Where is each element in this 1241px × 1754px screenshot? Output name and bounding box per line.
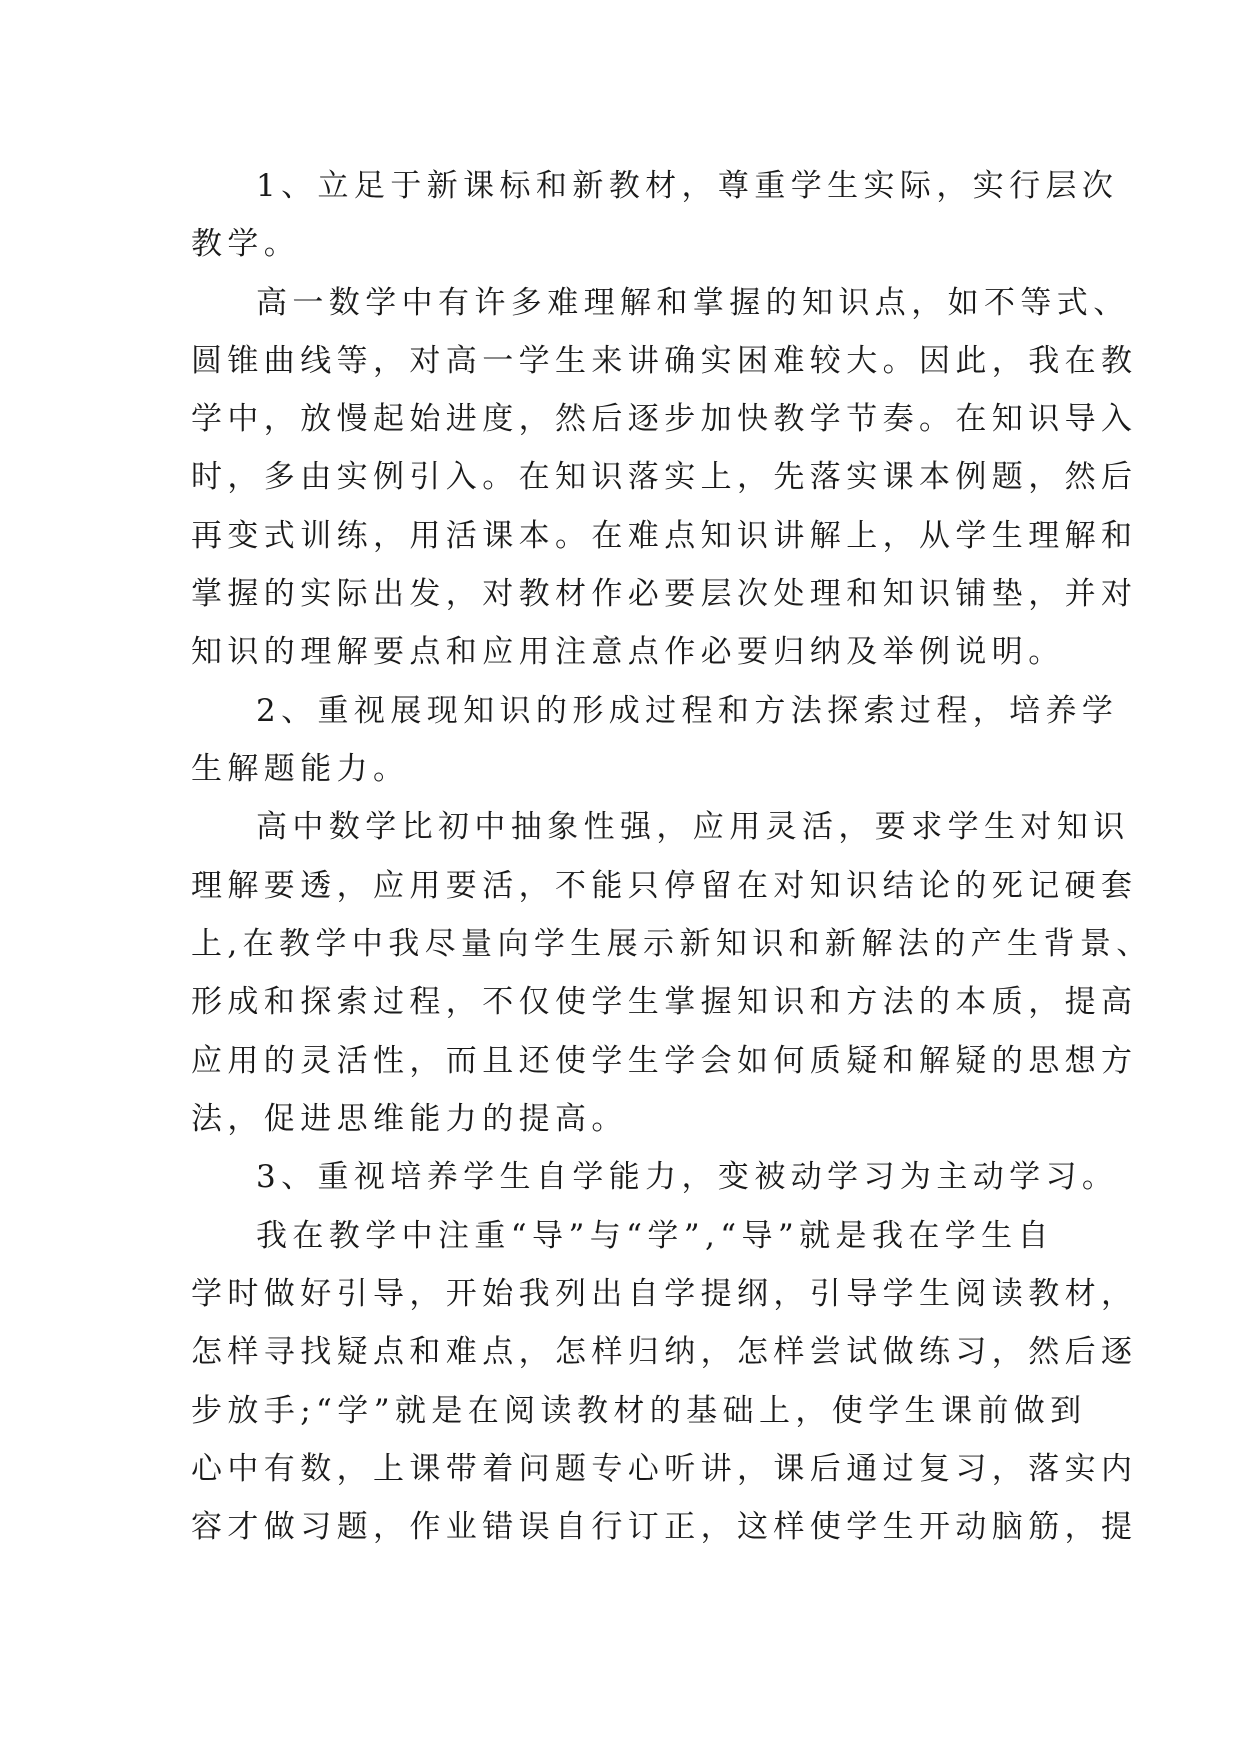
text-line: 学中，放慢起始进度，然后逐步加快教学节奏。在知识导入: [191, 401, 1138, 437]
text-line: 步放手;“学”就是在阅读教材的基础上，使学生课前做到: [191, 1393, 1087, 1429]
text-line: 理解要透，应用要活，不能只停留在对知识结论的死记硬套: [191, 868, 1138, 904]
text-line: 掌握的实际出发，对教材作必要层次处理和知识铺垫，并对: [191, 576, 1138, 612]
text-line: 时，多由实例引入。在知识落实上，先落实课本例题，然后: [191, 459, 1138, 495]
text-line: 法，促进思维能力的提高。: [191, 1101, 628, 1137]
text-line: 上,在教学中我尽量向学生展示新知识和新解法的产生背景、: [191, 926, 1153, 962]
text-line: 圆锥曲线等，对高一学生来讲确实困难较大。因此，我在教: [191, 343, 1138, 379]
text-line: 再变式训练，用活课本。在难点知识讲解上，从学生理解和: [191, 518, 1138, 554]
text-line: 容才做习题，作业错误自行订正，这样使学生开动脑筋，提: [191, 1509, 1138, 1545]
text-line: 3、重视培养学生自学能力，变被动学习为主动学习。: [256, 1159, 1119, 1195]
text-line: 高一数学中有许多难理解和掌握的知识点，如不等式、: [256, 285, 1130, 321]
text-line: 学时做好引导，开始我列出自学提纲，引导学生阅读教材，: [191, 1276, 1138, 1312]
text-line: 2、重视展现知识的形成过程和方法探索过程，培养学: [256, 693, 1119, 729]
text-line: 怎样寻找疑点和难点，怎样归纳，怎样尝试做练习，然后逐: [191, 1334, 1138, 1370]
text-line: 心中有数，上课带着问题专心听讲，课后通过复习，落实内: [191, 1451, 1138, 1487]
text-line: 高中数学比初中抽象性强，应用灵活，要求学生对知识: [256, 809, 1130, 845]
text-line: 知识的理解要点和应用注意点作必要归纳及举例说明。: [191, 634, 1065, 670]
text-line: 应用的灵活性，而且还使学生学会如何质疑和解疑的思想方: [191, 1043, 1138, 1079]
text-line: 教学。: [191, 226, 301, 262]
text-line: 1、立足于新课标和新教材，尊重学生实际，实行层次: [256, 168, 1119, 204]
text-line: 形成和探索过程，不仅使学生掌握知识和方法的本质，提高: [191, 984, 1138, 1020]
text-line: 生解题能力。: [191, 751, 410, 787]
text-line: 我在教学中注重“导”与“学”,“导”就是我在学生自: [256, 1218, 1054, 1254]
